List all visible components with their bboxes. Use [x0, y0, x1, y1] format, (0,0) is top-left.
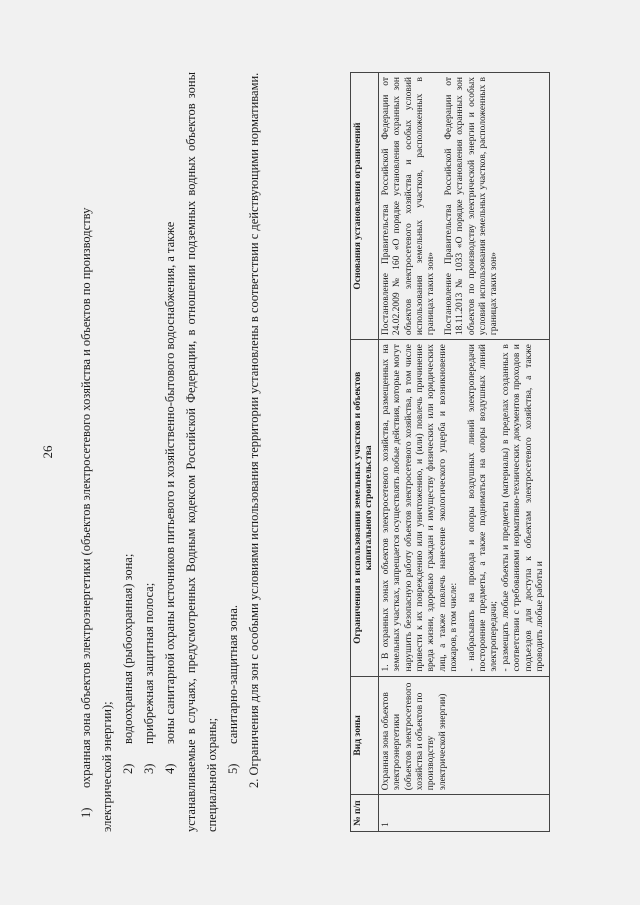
list-item-continuation: устанавливаемые в случаях, предусмотренных Водным кодексом Российской Федерации, в отношении подземных водных объектов зоны специальной охраны; — [184, 72, 219, 832]
rotated-page — [20, 12, 620, 892]
restriction-intro: 1. В охранных зонах объектов электросетевого хозяйства, размещенных на земельных участках, запрещается осуществлять любые действия, которые могут нарушить безопасную работу объектов электросетевого хозяйства, в том числе привести к их повреждению или уничтожению, и (или) повлечь причинение вреда жизни, здоровью граждан и имуществу физических или юридических лиц, а также повлечь нанесение экологического ущерба и возникновение пожаров, в том числе: — [380, 344, 460, 672]
list-item-continuation: электрической энергии); — [100, 701, 114, 832]
cell-num: 1 — [378, 795, 549, 832]
list-item-number: 4) — [163, 763, 177, 774]
paragraph-2: 2. Ограничения для зон с особыми условиями использования территории установлены в соответствии с действующими нормативами. — [247, 72, 261, 788]
list-item — [139, 72, 160, 832]
header-restrictions: Ограничения в использовании земельных участков и объектов капитального строительства — [351, 340, 379, 676]
list-item-text: прибрежная защитная полоса; — [142, 582, 156, 744]
zone-list — [76, 72, 265, 832]
page-number: 26 — [40, 445, 55, 459]
restriction-item: - размещать любые объекты и предметы (материалы) в пределах созданных в соответствии с требованиями нормативно-технических документов проходов и подъездов для доступа к объектам электросетевого хозяйства, а также проводить любые работы и — [500, 344, 546, 672]
cell-basis — [378, 73, 549, 340]
list-item — [76, 72, 118, 832]
table-row — [378, 73, 549, 832]
list-item-text: водоохранная (рыбоохранная) зона; — [121, 553, 135, 744]
list-item-text: охранная зона объектов электроэнергетики (объектов электросетевого хозяйства и объектов по производству — [79, 207, 93, 788]
cell-zone-type: Охранная зона объектов электроэнергетики (объектов электросетевого хозяйства и объектов по производству электрической энергии) — [378, 676, 549, 795]
cell-restrictions — [378, 340, 549, 676]
header-zone-type: Вид зоны — [351, 676, 379, 795]
table-header-row — [351, 73, 379, 832]
list-item — [118, 72, 139, 832]
list-item — [160, 72, 223, 832]
header-basis: Основания установления ограничений — [351, 73, 379, 340]
list-item-number: 2) — [121, 763, 135, 774]
list-item — [223, 72, 244, 832]
list-item-number: 5) — [226, 763, 240, 774]
restrictions-table — [350, 72, 550, 832]
basis-item: Постановление Правительства Российской Федерации от 24.02.2009 № 160 «О порядке установления охранных зон объектов электросетевого хозяйства и особых условий использования земельных участков, расположенных в границах таких зон» — [380, 77, 437, 336]
list-item-number: 3) — [142, 763, 156, 774]
header-num: № п/п — [351, 795, 379, 832]
list-item-text: санитарно-защитная зона. — [226, 605, 240, 744]
restriction-item: - набрасывать на провода и опоры воздушных линий электропередачи посторонние предметы, а также подниматься на опоры воздушных линий электропередачи; — [466, 344, 500, 672]
basis-item: Постановление Правительства Российской Федерации от 18.11.2013 № 1033 «О порядке установления охранных зон объектов по производству электрической энергии и особых условий использования земельных участков, расположенных в границах таких зон» — [443, 77, 500, 336]
list-item-text: зоны санитарной охраны источников питьевого и хозяйственно-бытового водоснабжения, а также — [163, 221, 177, 744]
list-item-number: 1) — [79, 807, 93, 818]
